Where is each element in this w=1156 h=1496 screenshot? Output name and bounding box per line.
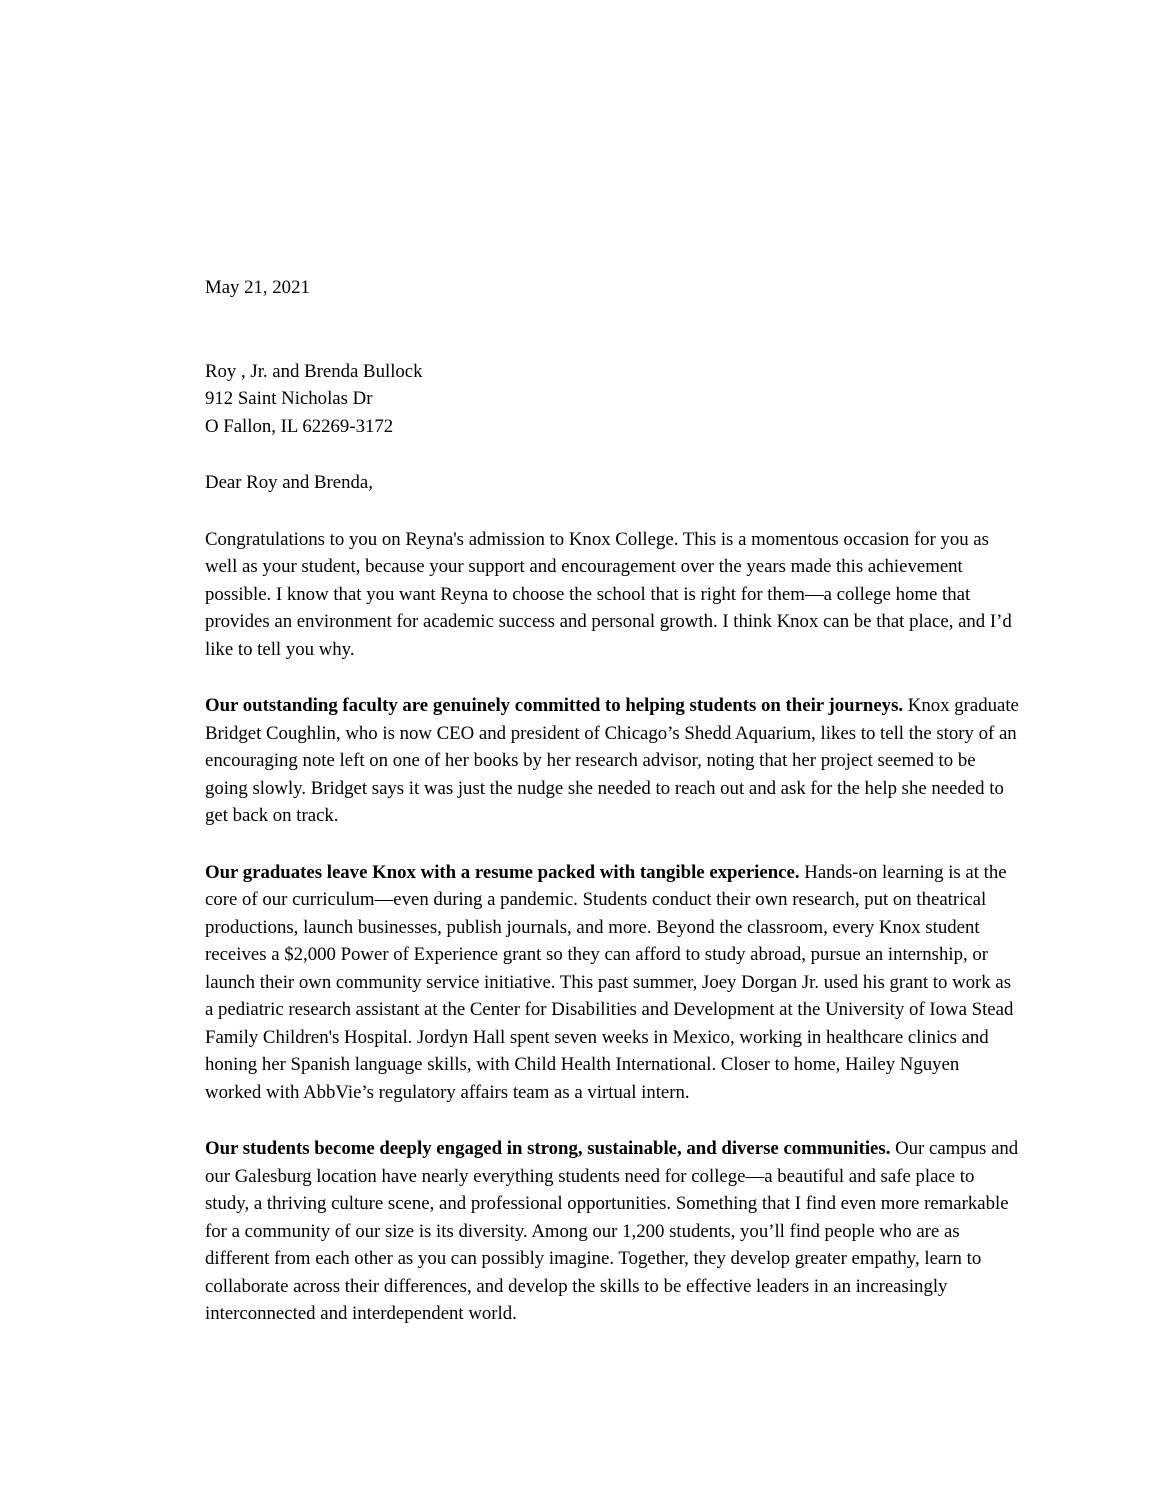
paragraph-text: Congratulations to you on Reyna's admission to Knox College. This is a momentous occasion for you as well as your student, because your support and encouragement over the years made this achievement possible. I know that you want Reyna to choose the school that is right for them—a college home that provides an environment for academic success and personal growth. I think Knox can be that place, and I’d like to tell you why. — [205, 528, 1012, 660]
paragraph-text: Our campus and our Galesburg location have nearly everything students need for college—a beautiful and safe place to study, a thriving culture scene, and professional opportunities. Something that I find even more remarkable for a community of our size is its diversity. Among our 1,200 students, you’ll find people who are as different from each other as you can possibly imagine. Together, they develop greater empathy, learn to collaborate across their differences, and develop the skills to be effective leaders in an increasingly interconnected and interdependent world. — [205, 1138, 1019, 1324]
letter-paragraph — [205, 1135, 1019, 1328]
recipient-name: Roy , Jr. and Brenda Bullock — [205, 360, 423, 382]
letter-body — [205, 274, 1019, 1328]
recipient-city-state-zip: O Fallon, IL 62269-3172 — [205, 415, 394, 437]
salutation-text: Dear Roy and Brenda, — [205, 472, 373, 493]
date-text: May 21, 2021 — [205, 277, 310, 298]
paragraph-text: Knox graduate Bridget Coughlin, who is now CEO and president of Chicago’s Shedd Aquarium, likes to tell the story of an encouraging note left on one of her books by her research advisor, noting that her project seemed to be going slowly. Bridget says it was just the nudge she needed to reach out and ask for the help she needed to get back on track. — [205, 695, 1019, 826]
letter-date — [205, 274, 1019, 302]
letter-paragraph — [205, 526, 1019, 664]
recipient-street: 912 Saint Nicholas Dr — [205, 388, 373, 409]
salutation — [205, 469, 1019, 497]
paragraph-lead: Our graduates leave Knox with a resume packed with tangible experience. — [205, 861, 800, 883]
paragraph-lead: Our outstanding faculty are genuinely committed to helping students on their journeys. — [205, 695, 904, 716]
recipient-address — [205, 358, 1019, 441]
letter-paragraph — [205, 859, 1019, 1107]
letter-paragraph — [205, 692, 1019, 830]
paragraph-lead: Our students become deeply engaged in strong, sustainable, and diverse communities. — [205, 1138, 891, 1159]
paragraph-text: Hands-on learning is at the core of our curriculum—even during a pandemic. Students conduct their own research, put on theatrical productions, launch businesses, publish journals, and more. Beyond the classroom, every Knox student receives a $2,000 Power of Experience grant so they can afford to study abroad, pursue an internship, or launch their own community service initiative. This past summer, Joey Dorgan Jr. used his grant to work as a pediatric research assistant at the Center for Disabilities and Development at the University of Iowa Stead Family Children's Hospital. Jordyn Hall spent seven weeks in Mexico, working in healthcare clinics and honing her Spanish language skills, with Child Health International. Closer to home, Hailey Nguyen worked with AbbVie’s regulatory affairs team as a virtual intern. — [205, 861, 1014, 1103]
